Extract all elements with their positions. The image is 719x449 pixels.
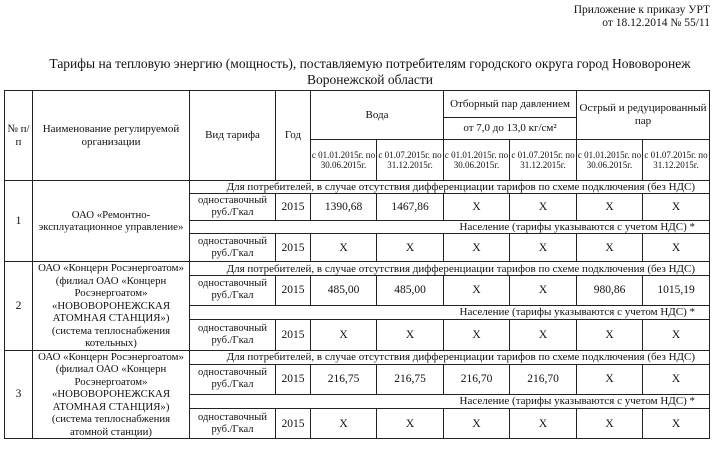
population-note: Население (тарифы указываются с учетом НДС) * — [190, 394, 710, 408]
tariff-kind: одноставочный руб./Гкал — [190, 364, 276, 394]
value-cell: Х — [643, 409, 710, 439]
value-cell: Х — [510, 319, 577, 350]
year-cell: 2015 — [276, 319, 311, 350]
header-steam: Отборный пар давлением — [444, 91, 577, 118]
header-water: Вода — [311, 91, 444, 140]
row-number: 3 — [5, 350, 33, 439]
value-cell: Х — [444, 409, 510, 439]
year-cell: 2015 — [276, 194, 311, 221]
value-cell: Х — [510, 234, 577, 262]
header-kind: Вид тарифа — [190, 91, 276, 181]
value-cell: Х — [643, 194, 710, 221]
value-cell: Х — [643, 364, 710, 394]
header-period-1: с 01.01.2015г. по 30.06.2015г. — [577, 140, 643, 181]
header-period-2: с 01.07.2015г. по 31.12.2015г. — [377, 140, 444, 181]
tariff-kind: одноставочный руб./Гкал — [190, 319, 276, 350]
organization-name: ОАО «Ремонтно-эксплуатационное управление» — [33, 181, 190, 262]
value-cell: 216,75 — [311, 364, 377, 394]
value-cell: Х — [643, 319, 710, 350]
value-cell: 216,70 — [444, 364, 510, 394]
population-note: Население (тарифы указываются с учетом НДС) * — [190, 221, 710, 234]
value-cell: 216,70 — [510, 364, 577, 394]
value-cell: 1467,86 — [377, 194, 444, 221]
year-cell: 2015 — [276, 234, 311, 262]
title-line-2: Воронежской области — [307, 72, 433, 87]
year-cell: 2015 — [276, 364, 311, 394]
tariff-table — [4, 90, 710, 439]
header-sharp-steam: Острый и редуцированный пар — [577, 91, 710, 140]
appendix-line-2: от 18.12.2014 № 55/11 — [602, 17, 710, 29]
appendix-line-1: Приложение к приказу УРТ — [573, 4, 710, 16]
value-cell: Х — [444, 234, 510, 262]
value-cell: Х — [311, 409, 377, 439]
tariff-kind: одноставочный руб./Гкал — [190, 409, 276, 439]
value-cell: Х — [510, 194, 577, 221]
consumers-note: Для потребителей, в случае отсутствия дифференциации тарифов по схеме подключения (без НДС) — [190, 262, 710, 276]
header-period-2: с 01.07.2015г. по 31.12.2015г. — [510, 140, 577, 181]
tariff-kind: одноставочный руб./Гкал — [190, 276, 276, 306]
header-year: Год — [276, 91, 311, 181]
value-cell: Х — [510, 409, 577, 439]
value-cell: 1390,68 — [311, 194, 377, 221]
value-cell: Х — [377, 409, 444, 439]
consumers-note: Для потребителей, в случае отсутствия дифференциации тарифов по схеме подключения (без НДС) — [190, 350, 710, 364]
value-cell: Х — [577, 194, 643, 221]
value-cell: 485,00 — [377, 276, 444, 306]
tariff-kind: одноставочный руб./Гкал — [190, 234, 276, 262]
value-cell: Х — [311, 234, 377, 262]
value-cell: Х — [311, 319, 377, 350]
header-period-2: с 01.07.2015г. по 31.12.2015г. — [643, 140, 710, 181]
organization-name: ОАО «Концерн Росэнергоатом» (филиал ОАО «Концерн Росэнергоатом» «НОВОВОРОНЕЖСКАЯ АТОМНАЯ СТАНЦИЯ») (система теплоснабжения атомной станции) — [33, 350, 190, 439]
value-cell: Х — [577, 319, 643, 350]
appendix-note — [574, 4, 710, 30]
title-line-1: Тарифы на тепловую энергию (мощность), поставляемую потребителям городского округа город Нововоронеж — [49, 56, 691, 71]
value-cell: Х — [444, 276, 510, 306]
tariff-kind: одноставочный руб./Гкал — [190, 194, 276, 221]
row-number: 2 — [5, 262, 33, 351]
header-org: Наименование регулируемой организации — [33, 91, 190, 181]
organization-name: ОАО «Концерн Росэнергоатом» (филиал ОАО «Концерн Росэнергоатом» «НОВОВОРОНЕЖСКАЯ АТОМНАЯ СТАНЦИЯ») (система теплоснабжения котельных) — [33, 262, 190, 351]
value-cell: Х — [577, 234, 643, 262]
population-note: Население (тарифы указываются с учетом НДС) * — [190, 305, 710, 319]
value-cell: 485,00 — [311, 276, 377, 306]
value-cell: Х — [377, 234, 444, 262]
value-cell: Х — [377, 319, 444, 350]
header-period-1: с 01.01.2015г. по 30.06.2015г. — [444, 140, 510, 181]
header-steam-range: от 7,0 до 13,0 кг/см² — [444, 118, 577, 140]
value-cell: Х — [577, 364, 643, 394]
value-cell: Х — [510, 276, 577, 306]
value-cell: 980,86 — [577, 276, 643, 306]
document-title — [40, 56, 700, 88]
year-cell: 2015 — [276, 409, 311, 439]
value-cell: Х — [643, 234, 710, 262]
value-cell: Х — [444, 194, 510, 221]
header-num: № п/п — [5, 91, 33, 181]
consumers-note: Для потребителей, в случае отсутствия дифференциации тарифов по схеме подключения (без НДС) — [190, 181, 710, 194]
header-period-1: с 01.01.2015г. по 30.06.2015г. — [311, 140, 377, 181]
year-cell: 2015 — [276, 276, 311, 306]
value-cell: Х — [444, 319, 510, 350]
row-number: 1 — [5, 181, 33, 262]
value-cell: 216,75 — [377, 364, 444, 394]
value-cell: Х — [577, 409, 643, 439]
value-cell: 1015,19 — [643, 276, 710, 306]
